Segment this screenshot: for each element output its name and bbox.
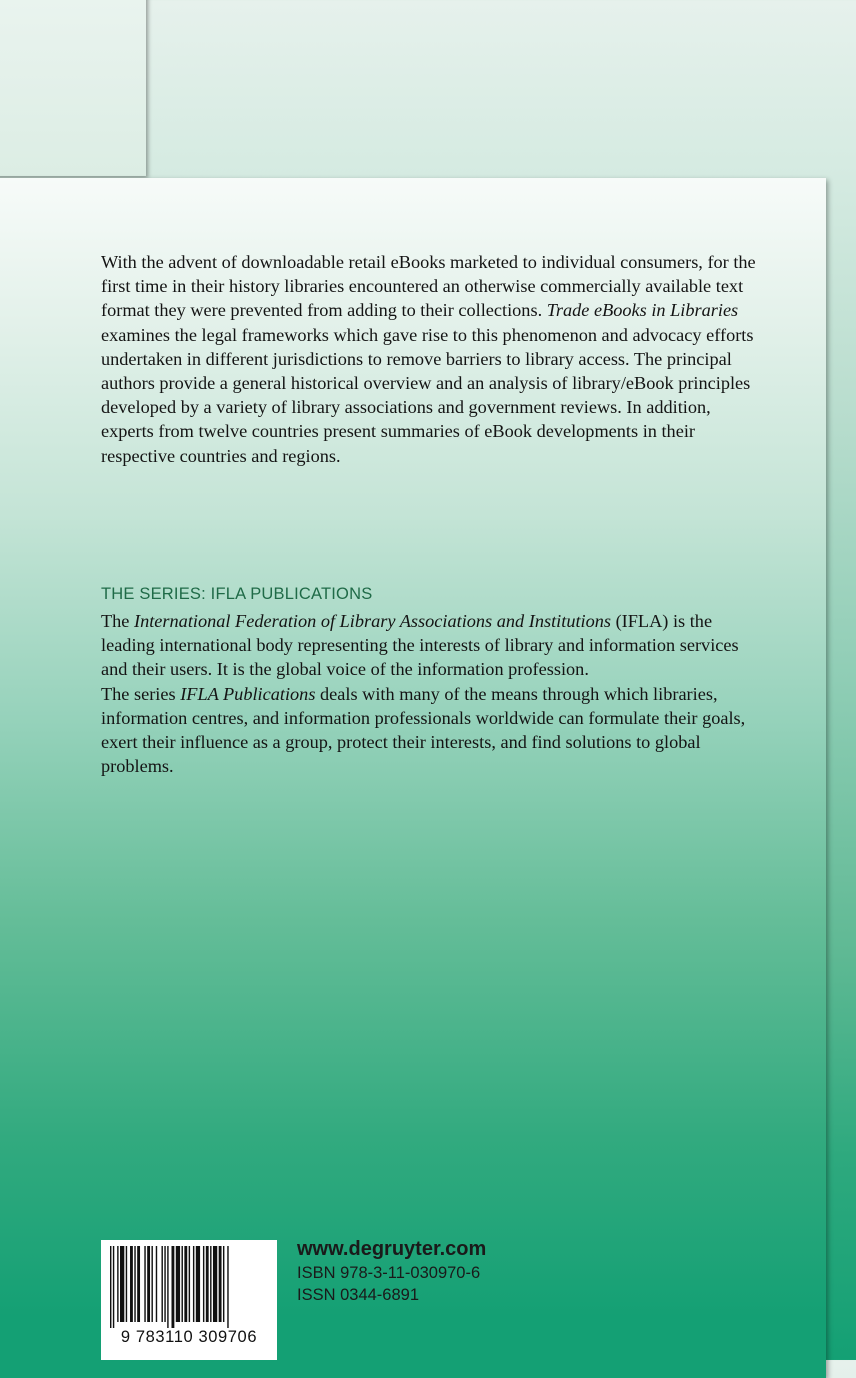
blurb-text-1: With the advent of downloadable retail eBooks marketed to individual consumers, for the first time in their history libraries encountered an otherwise commercially available text format they were prevented from adding to their collections. (101, 252, 756, 321)
isbn-number: ISBN 978-3-11-030970-6 (297, 1264, 481, 1282)
barcode-bars (101, 1240, 277, 1330)
barcode-bar (227, 1246, 228, 1328)
barcode-bar (167, 1246, 168, 1328)
barcode-bar (213, 1246, 217, 1322)
series-p2-rest: deals with many of the means through which libraries, information centres, and information professionals worldwide can formulate their goals, exert their influence as a group, protect their interests, and find solutions to global problems. (101, 683, 746, 777)
barcode-bar (193, 1246, 194, 1322)
barcode-digits: 9 783110 309706 (120, 1328, 258, 1346)
barcode-bar (137, 1246, 140, 1322)
barcode-bar (203, 1246, 204, 1322)
barcode-bar (134, 1246, 135, 1322)
issn-number: ISSN 0344-6891 (297, 1286, 420, 1304)
barcode-bar (156, 1246, 157, 1322)
barcode-bar (147, 1246, 150, 1322)
series-description (101, 609, 761, 778)
barcode-bar (182, 1246, 183, 1322)
barcode-bar (130, 1246, 133, 1322)
publisher-url[interactable]: www.degruyter.com (297, 1238, 487, 1260)
series-p1-rest: (IFLA) is the leading international body representing the interests of library and information services and their users. It is the global voice of the information profession. (101, 611, 739, 680)
barcode-bar (117, 1246, 118, 1322)
background-panel (0, 0, 146, 176)
barcode-bar (113, 1246, 114, 1328)
series-heading: THE SERIES: IFLA PUBLICATIONS (101, 585, 373, 603)
blurb-paragraph (101, 250, 756, 468)
barcode-bar (176, 1246, 180, 1322)
barcode-bar (223, 1246, 224, 1322)
barcode-bar (189, 1246, 190, 1322)
series-p1-lead: The (101, 611, 134, 631)
barcode-bar (161, 1246, 162, 1322)
barcode-bar (171, 1246, 174, 1328)
barcode-bar (144, 1246, 145, 1322)
isbn-barcode (101, 1240, 277, 1360)
barcode-bar (151, 1246, 152, 1322)
publisher-info (297, 1236, 486, 1306)
barcode-bar (196, 1246, 200, 1322)
blurb-text-2: examines the legal frameworks which gave rise to this phenomenon and advocacy efforts undertaken in different jurisdictions to remove barriers to library access. The principal authors provide a general historical overview and an analysis of library/eBook principles developed by a variety of library associations and government reviews. In addition, experts from twelve countries present summaries of eBook developments in their respective countries and regions. (101, 324, 754, 466)
barcode-bar (210, 1246, 211, 1322)
series-paragraph-2 (101, 682, 761, 779)
series-paragraph-1 (101, 609, 761, 682)
barcode-bar (206, 1246, 209, 1322)
barcode-bar (126, 1246, 127, 1322)
barcode-bar (164, 1246, 165, 1322)
book-title: Trade eBooks in Libraries (546, 300, 739, 321)
series-p2-lead: The series (101, 683, 181, 704)
series-name: IFLA Publications (180, 683, 316, 704)
barcode-bar (219, 1246, 222, 1322)
organization-name: International Federation of Library Associations and Institutions (134, 611, 612, 631)
barcode-bar (120, 1246, 124, 1322)
barcode-bar (184, 1246, 187, 1322)
book-blurb (101, 250, 756, 468)
barcode-bar (110, 1246, 111, 1328)
